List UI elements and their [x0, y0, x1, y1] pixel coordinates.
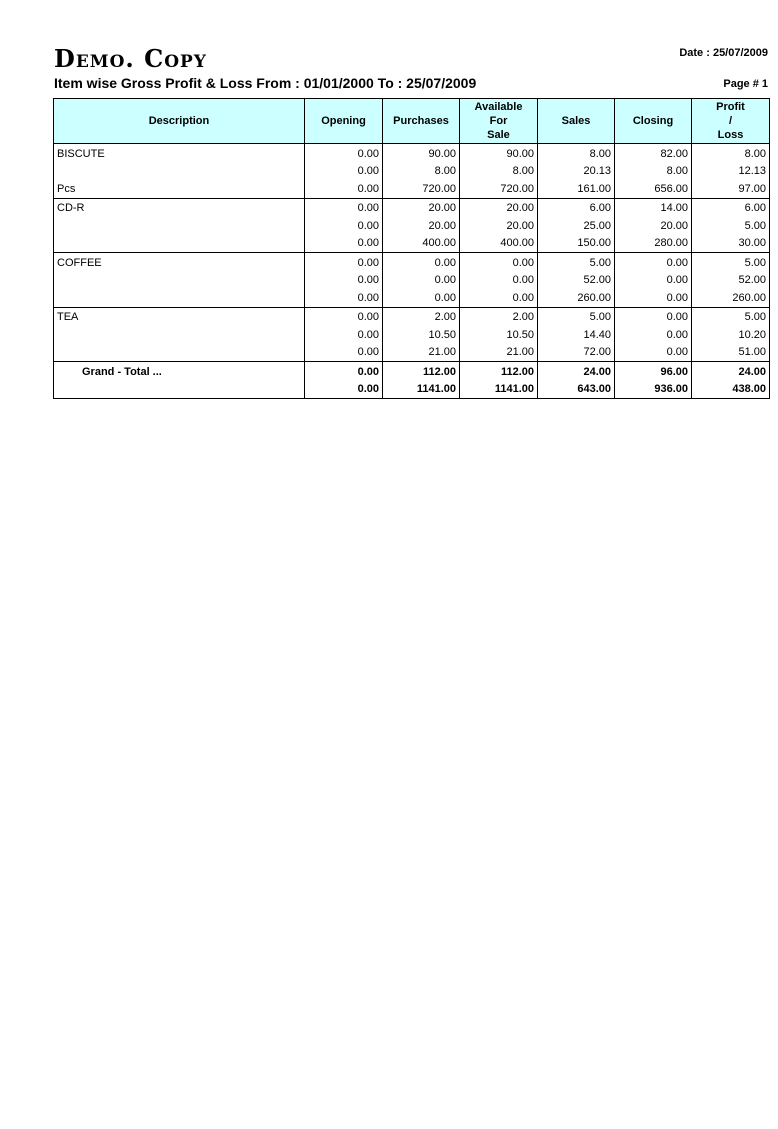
item-name: CD-R: [54, 198, 305, 217]
item-desc-blank: [54, 272, 305, 290]
table-row: [54, 344, 770, 362]
cell-purchases: 20.00: [383, 198, 460, 217]
cell-profit-loss: 8.00: [692, 144, 770, 163]
col-header-profit-line3: Loss: [717, 129, 744, 141]
cell-profit-loss: 260.00: [692, 289, 770, 307]
cell-sales: 72.00: [538, 344, 615, 362]
total-available: 112.00: [460, 362, 538, 381]
col-header-purchases-label: Purchases: [393, 115, 449, 127]
cell-purchases: 20.00: [383, 217, 460, 235]
cell-closing: 14.00: [615, 198, 692, 217]
table-row: [54, 272, 770, 290]
cell-purchases: 0.00: [383, 272, 460, 290]
cell-available: 0.00: [460, 253, 538, 272]
col-header-purchases: [383, 99, 460, 144]
cell-opening: 0.00: [305, 235, 383, 253]
grand-total-label: Grand - Total ...: [54, 362, 305, 381]
table-row: [54, 235, 770, 253]
total-closing: 96.00: [615, 362, 692, 381]
cell-opening: 0.00: [305, 289, 383, 307]
cell-profit-loss: 5.00: [692, 217, 770, 235]
item-desc-blank: [54, 217, 305, 235]
cell-closing: 0.00: [615, 253, 692, 272]
cell-closing: 280.00: [615, 235, 692, 253]
cell-profit-loss: 6.00: [692, 198, 770, 217]
cell-purchases: 0.00: [383, 289, 460, 307]
cell-sales: 161.00: [538, 180, 615, 198]
cell-available: 0.00: [460, 272, 538, 290]
col-header-description: [54, 99, 305, 144]
cell-opening: 0.00: [305, 344, 383, 362]
cell-sales: 20.13: [538, 163, 615, 181]
col-header-closing-label: Closing: [632, 115, 674, 127]
total-purchases: 112.00: [383, 362, 460, 381]
cell-closing: 82.00: [615, 144, 692, 163]
cell-available: 90.00: [460, 144, 538, 163]
cell-purchases: 10.50: [383, 326, 460, 344]
report-title: Item wise Gross Profit & Loss From : 01/01/2000 To : 25/07/2009: [54, 75, 477, 91]
col-header-profit-loss: [692, 99, 770, 144]
cell-opening: 0.00: [305, 180, 383, 198]
item-unit: Pcs: [54, 180, 305, 198]
cell-profit-loss: 97.00: [692, 180, 770, 198]
cell-opening: 0.00: [305, 163, 383, 181]
cell-purchases: 2.00: [383, 307, 460, 326]
total-sales: 24.00: [538, 362, 615, 381]
total-opening: 0.00: [305, 362, 383, 381]
cell-sales: 52.00: [538, 272, 615, 290]
cell-profit-loss: 12.13: [692, 163, 770, 181]
total-purchases: 1141.00: [383, 381, 460, 399]
total-closing: 936.00: [615, 381, 692, 399]
cell-opening: 0.00: [305, 217, 383, 235]
cell-sales: 260.00: [538, 289, 615, 307]
cell-opening: 0.00: [305, 272, 383, 290]
col-header-description-label: Description: [148, 115, 210, 127]
table-row: [54, 217, 770, 235]
cell-sales: 5.00: [538, 253, 615, 272]
col-header-available-line3: Sale: [487, 129, 510, 141]
table-header-row: [54, 99, 770, 144]
cell-sales: 6.00: [538, 198, 615, 217]
total-profit-loss: 438.00: [692, 381, 770, 399]
col-header-profit-line1: Profit: [716, 101, 745, 113]
cell-purchases: 720.00: [383, 180, 460, 198]
table-row: [54, 163, 770, 181]
cell-purchases: 0.00: [383, 253, 460, 272]
grand-total-desc-blank: [54, 381, 305, 399]
item-desc-blank: [54, 163, 305, 181]
cell-available: 10.50: [460, 326, 538, 344]
cell-closing: 0.00: [615, 272, 692, 290]
item-name: COFFEE: [54, 253, 305, 272]
cell-closing: 0.00: [615, 307, 692, 326]
report-date: Date : 25/07/2009: [679, 47, 768, 59]
table-row: [54, 307, 770, 326]
col-header-closing: [615, 99, 692, 144]
cell-purchases: 21.00: [383, 344, 460, 362]
cell-available: 0.00: [460, 289, 538, 307]
cell-profit-loss: 5.00: [692, 307, 770, 326]
table-row: [54, 144, 770, 163]
col-header-opening-label: Opening: [321, 115, 366, 127]
col-header-profit-line2: /: [728, 115, 733, 127]
cell-available: 2.00: [460, 307, 538, 326]
table-row: [54, 289, 770, 307]
grand-total-row: [54, 381, 770, 399]
page-number: Page # 1: [723, 78, 768, 90]
total-sales: 643.00: [538, 381, 615, 399]
cell-opening: 0.00: [305, 253, 383, 272]
cell-profit-loss: 52.00: [692, 272, 770, 290]
cell-closing: 8.00: [615, 163, 692, 181]
table-row: [54, 180, 770, 198]
total-available: 1141.00: [460, 381, 538, 399]
cell-opening: 0.00: [305, 307, 383, 326]
table-row: [54, 253, 770, 272]
cell-closing: 0.00: [615, 326, 692, 344]
item-name: TEA: [54, 307, 305, 326]
total-profit-loss: 24.00: [692, 362, 770, 381]
cell-purchases: 400.00: [383, 235, 460, 253]
cell-available: 400.00: [460, 235, 538, 253]
cell-closing: 20.00: [615, 217, 692, 235]
col-header-sales: [538, 99, 615, 144]
grand-total-row: [54, 362, 770, 381]
cell-sales: 150.00: [538, 235, 615, 253]
cell-available: 720.00: [460, 180, 538, 198]
company-name: Demo. Copy: [54, 44, 207, 73]
cell-sales: 5.00: [538, 307, 615, 326]
cell-available: 20.00: [460, 217, 538, 235]
table-body: [54, 144, 770, 399]
cell-sales: 8.00: [538, 144, 615, 163]
table-row: [54, 326, 770, 344]
cell-profit-loss: 10.20: [692, 326, 770, 344]
cell-closing: 656.00: [615, 180, 692, 198]
cell-sales: 25.00: [538, 217, 615, 235]
item-name: BISCUTE: [54, 144, 305, 163]
item-unit: [54, 289, 305, 307]
cell-available: 21.00: [460, 344, 538, 362]
item-unit: [54, 235, 305, 253]
total-opening: 0.00: [305, 381, 383, 399]
cell-profit-loss: 51.00: [692, 344, 770, 362]
cell-closing: 0.00: [615, 344, 692, 362]
cell-opening: 0.00: [305, 198, 383, 217]
table-row: [54, 198, 770, 217]
cell-profit-loss: 5.00: [692, 253, 770, 272]
cell-closing: 0.00: [615, 289, 692, 307]
cell-opening: 0.00: [305, 144, 383, 163]
cell-profit-loss: 30.00: [692, 235, 770, 253]
col-header-sales-label: Sales: [561, 115, 591, 127]
col-header-opening: [305, 99, 383, 144]
item-unit: [54, 344, 305, 362]
gross-profit-table: [53, 98, 770, 399]
cell-available: 8.00: [460, 163, 538, 181]
cell-opening: 0.00: [305, 326, 383, 344]
item-desc-blank: [54, 326, 305, 344]
col-header-available-line2: For: [489, 115, 508, 127]
col-header-available-line1: Available: [474, 101, 523, 113]
cell-sales: 14.40: [538, 326, 615, 344]
cell-purchases: 90.00: [383, 144, 460, 163]
cell-available: 20.00: [460, 198, 538, 217]
col-header-available-for-sale: [460, 99, 538, 144]
cell-purchases: 8.00: [383, 163, 460, 181]
